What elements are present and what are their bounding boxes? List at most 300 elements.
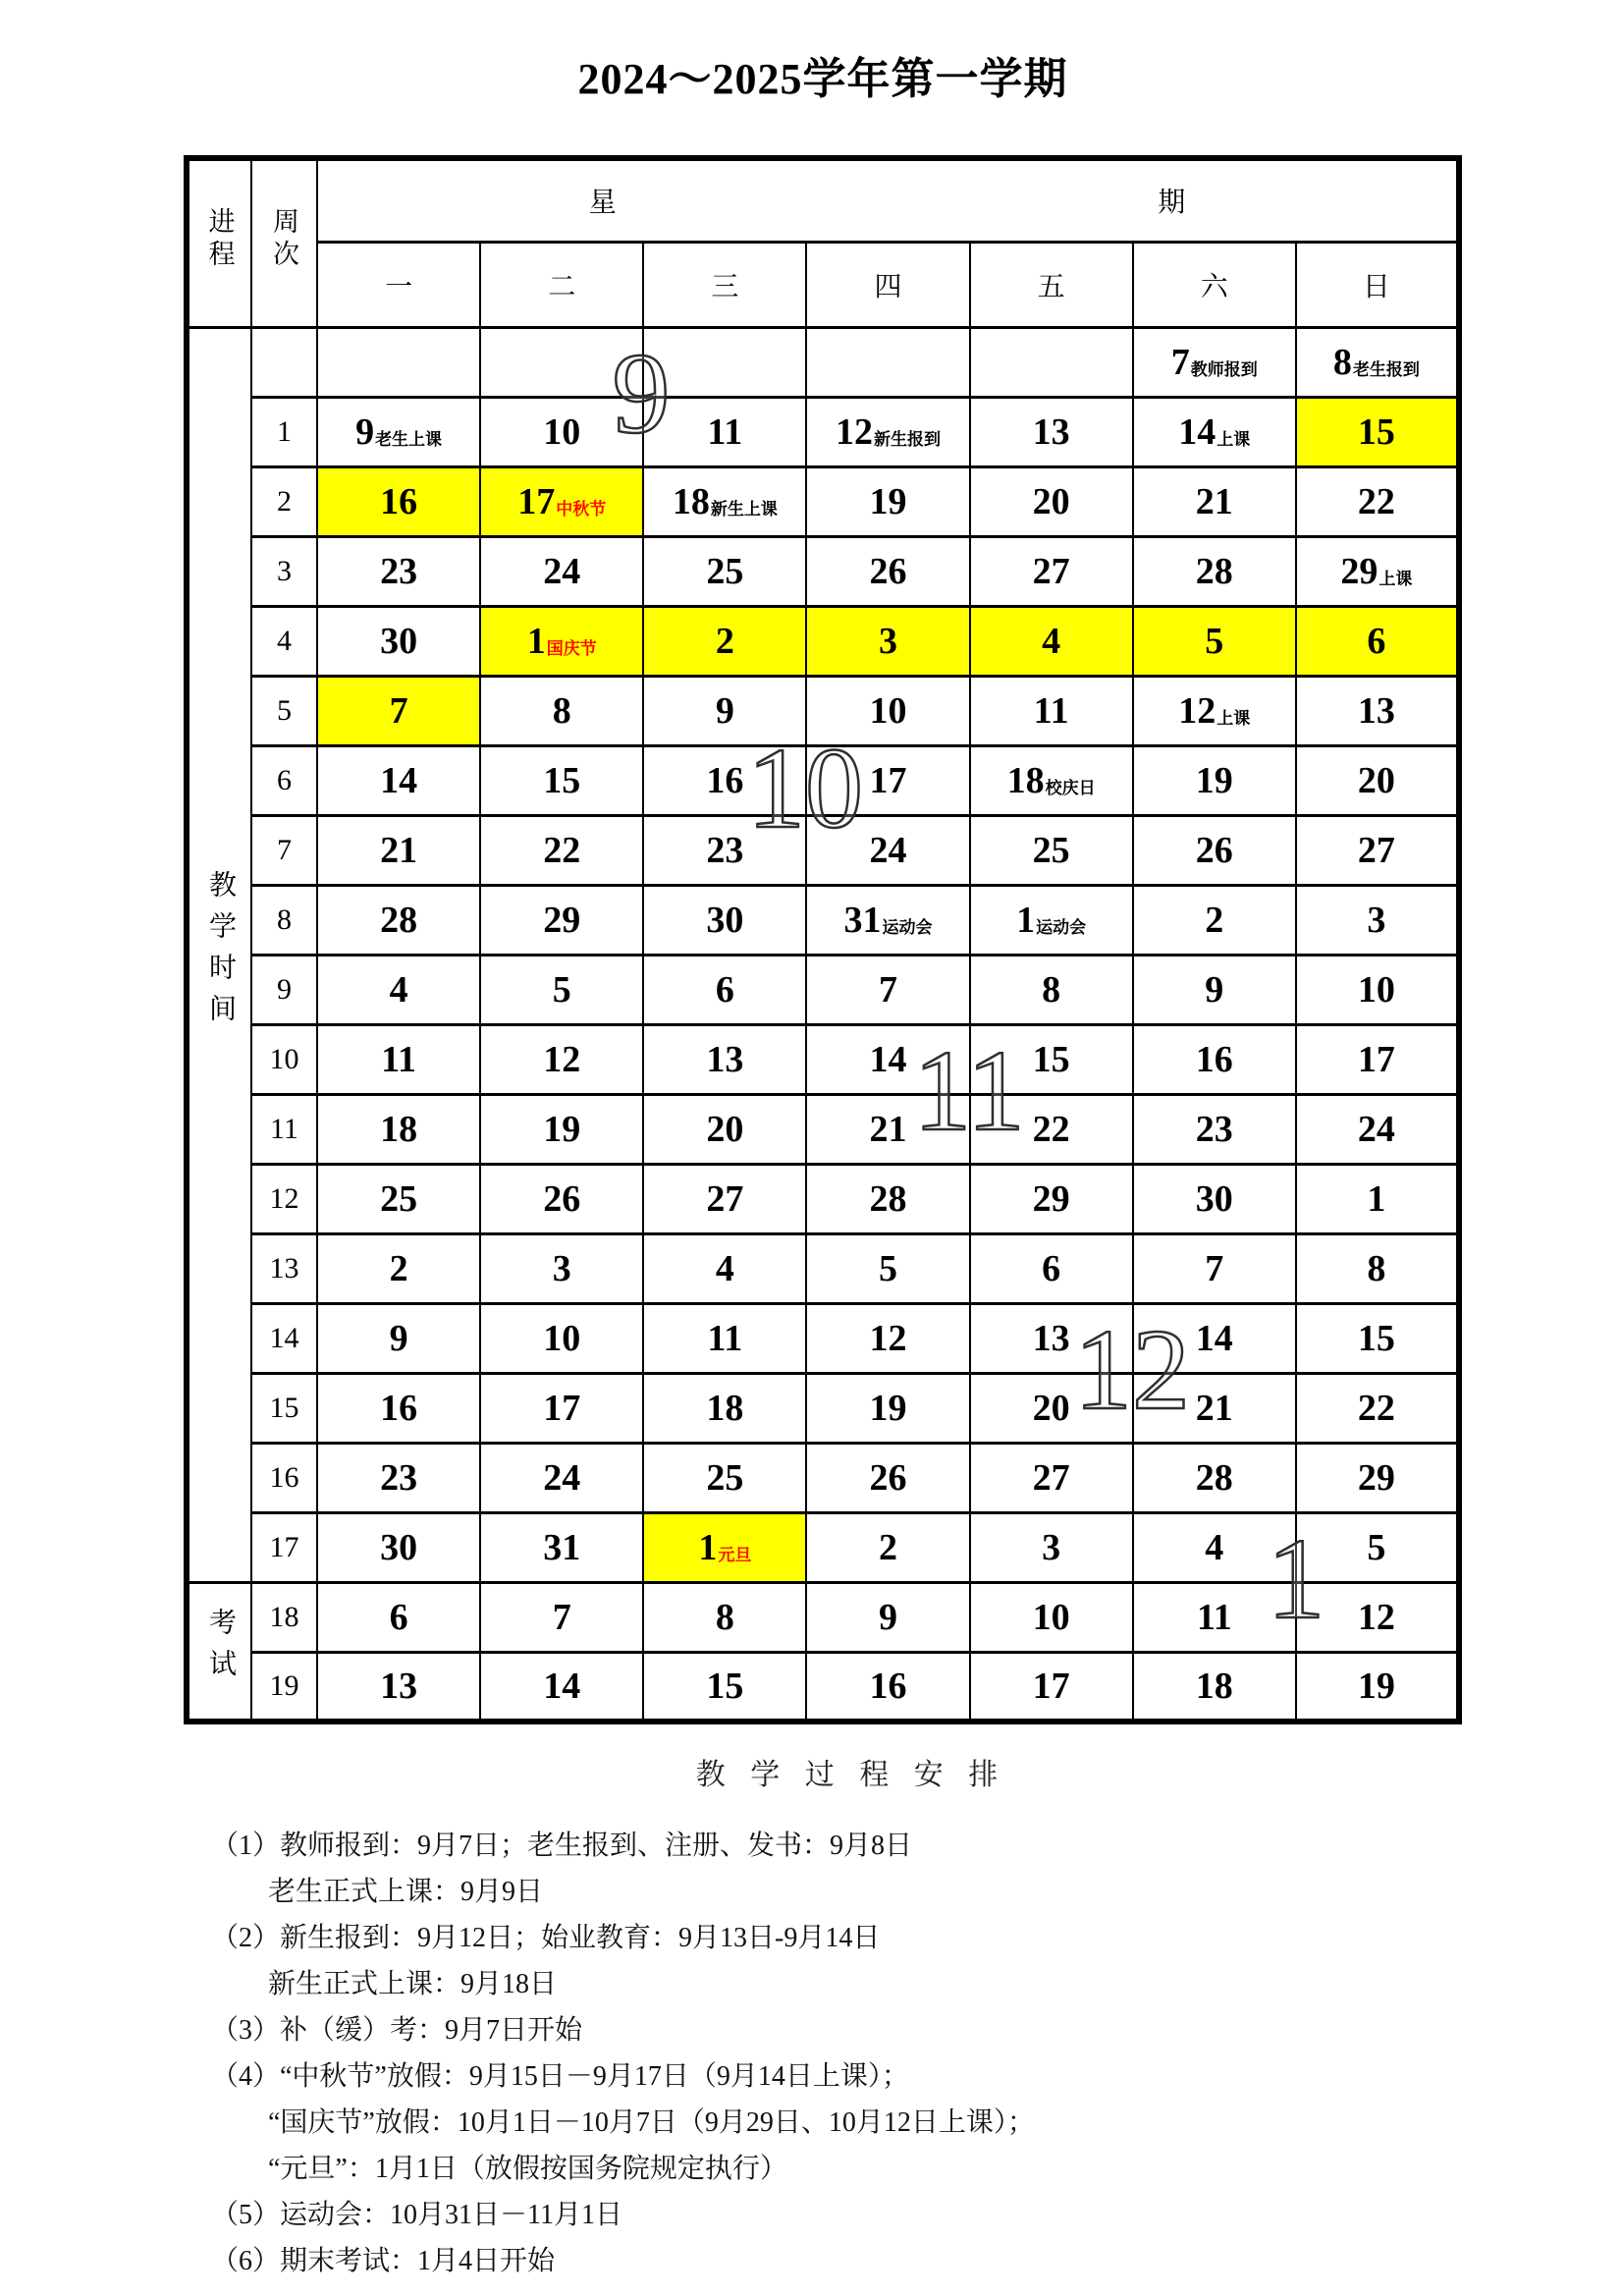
day-number: 8 [715,1596,734,1638]
day-cell-content [698,1526,752,1568]
day-cell [970,745,1133,815]
day-number: 7 [552,1596,571,1638]
day-number: 16 [706,759,744,801]
note-line: （6）期末考试：1月4日开始 [211,2246,556,2276]
day-cell-content [706,550,744,592]
day-cell [806,1303,969,1373]
day-cell-content [1357,1108,1395,1150]
day-cell [1133,955,1296,1024]
day-number: 19 [543,1108,581,1150]
calendar-row [187,1443,1459,1512]
day-cell-content [1357,759,1395,801]
day-cell-content [380,1108,418,1150]
day-note: 教师报到 [1190,359,1258,379]
day-cell-content [543,899,581,941]
day-cell-content [1032,1108,1070,1150]
day-cell-content [552,1596,571,1638]
day-cell-content [706,1108,744,1150]
day-cell [806,1582,969,1652]
day-number: 2 [715,620,734,662]
day-number: 25 [1032,829,1070,871]
day-cell [480,745,643,815]
day-cell [317,606,480,676]
day-cell [317,1094,480,1164]
day-cell [643,815,806,885]
day-cell-content [1357,480,1395,522]
day-number: 29 [1340,550,1379,592]
day-cell-content [543,1177,581,1220]
day-cell [643,1443,806,1512]
calendar-header [187,158,1459,327]
day-cell-content [869,1038,907,1080]
day-cell-content [843,899,933,941]
calendar-row [187,1094,1459,1164]
day-cell-content [1032,550,1070,592]
day-number: 13 [1032,1317,1070,1359]
day-cell [1296,1582,1459,1652]
day-number: 11 [707,1317,743,1359]
day-number: 1 [1367,1177,1386,1220]
day-cell-content [869,829,907,871]
note-line: （4）“中秋节”放假：9月15日－9月17日（9月14日上课）； [211,2061,909,2092]
day-cell [1296,1443,1459,1512]
calendar-row [187,466,1459,536]
day-cell-content [715,1596,734,1638]
day-number: 19 [1357,1665,1395,1707]
day-cell-content [380,550,418,592]
day-cell-content [1032,1456,1070,1499]
day-cell-content [543,410,581,453]
day-number: 10 [1357,968,1395,1011]
day-cell [317,815,480,885]
day-number: 5 [1367,1526,1386,1568]
day-cell-content [1205,899,1224,941]
day-number: 12 [1357,1596,1395,1638]
day-cell [643,1233,806,1303]
day-number: 7 [1205,1247,1224,1289]
day-cell-content [878,1526,897,1568]
day-cell [317,1233,480,1303]
day-number: 30 [706,899,744,941]
day-cell [643,466,806,536]
day-cell-content [1357,689,1395,732]
day-number: 14 [1195,1317,1233,1359]
week-number: 11 [251,1094,317,1164]
notes-list [184,1823,1519,2284]
day-cell [1133,815,1296,885]
day-cell [480,1582,643,1652]
notes-heading: 教 学 过 程 安 排 [695,1759,1007,1791]
day-number: 3 [552,1247,571,1289]
day-cell [1296,536,1459,606]
calendar-row [187,1164,1459,1233]
day-cell-content [1367,1526,1386,1568]
day-cell [806,1443,969,1512]
day-note: 元旦 [718,1545,752,1564]
day-number: 11 [1196,1596,1232,1638]
day-cell [970,1582,1133,1652]
day-cell-content [1032,410,1070,453]
day-cell-content [389,689,408,732]
day-cell-content [1032,1317,1070,1359]
calendar-row [187,1373,1459,1443]
day-cell [643,1652,806,1722]
day-cell [643,1373,806,1443]
calendar-row [187,815,1459,885]
day-cell-content [1357,1038,1395,1080]
week-number: 15 [251,1373,317,1443]
header-process [187,158,251,327]
day-number: 13 [380,1665,418,1707]
day-cell [1296,327,1459,397]
day-number: 9 [389,1317,408,1359]
day-cell-content [1357,1387,1395,1429]
day-number: 21 [1195,1387,1233,1429]
day-cell [480,885,643,955]
day-cell-content [1340,550,1413,592]
day-number: 31 [843,899,882,941]
day-cell [643,1582,806,1652]
day-number: 4 [1205,1526,1224,1568]
day-number: 15 [706,1665,744,1707]
day-cell-content [1016,899,1087,941]
day-cell [806,1024,969,1094]
day-cell-content [1195,829,1233,871]
day-cell-content [380,1387,418,1429]
day-cell [1296,1233,1459,1303]
day-cell [643,1512,806,1582]
day-cell [1133,1373,1296,1443]
day-number: 29 [1032,1177,1070,1220]
day-cell [480,955,643,1024]
day-cell [1133,606,1296,676]
week-number: 3 [251,536,317,606]
header-day-四: 四 [806,242,969,327]
header-day-五: 五 [970,242,1133,327]
day-number: 6 [715,968,734,1011]
day-cell-content [707,410,743,453]
day-cell [1296,1652,1459,1722]
calendar-row [187,1582,1459,1652]
day-cell [1296,676,1459,745]
month-watermark-11: 11 [913,1026,1025,1155]
day-cell [806,1652,969,1722]
day-cell [317,1164,480,1233]
day-number: 1 [1016,899,1036,941]
day-number: 24 [869,829,907,871]
week-number: 8 [251,885,317,955]
header-week [251,158,317,327]
day-cell-content [552,689,571,732]
day-cell-content [543,1456,581,1499]
day-number: 23 [1195,1108,1233,1150]
day-cell-content [1357,1456,1395,1499]
day-cell-content [835,410,941,453]
day-number: 10 [869,689,907,732]
day-number: 18 [380,1108,418,1150]
day-cell [317,955,480,1024]
day-number: 8 [1367,1247,1386,1289]
calendar-row [187,1652,1459,1722]
day-number: 25 [706,550,744,592]
week-number: 12 [251,1164,317,1233]
day-number: 16 [869,1665,907,1707]
day-cell-content [715,968,734,1011]
day-cell [317,676,480,745]
day-cell [970,536,1133,606]
day-number: 4 [389,968,408,1011]
calendar-row [187,397,1459,466]
month-watermark-12: 12 [1074,1305,1190,1434]
day-number: 26 [869,1456,907,1499]
day-cell [643,676,806,745]
day-number: 9 [355,410,375,453]
day-number: 9 [715,689,734,732]
day-number: 24 [543,550,581,592]
section-label: 教学时间 [205,869,236,1035]
day-number: 19 [869,1387,907,1429]
empty-cell [643,327,806,397]
day-cell [970,397,1133,466]
day-note: 运动会 [882,917,933,937]
week-number: 17 [251,1512,317,1582]
day-cell [317,1512,480,1582]
day-number: 11 [1033,689,1069,732]
empty-cell [317,327,480,397]
day-number: 12 [543,1038,581,1080]
section-teaching [187,327,251,1582]
day-cell [317,397,480,466]
day-cell [1296,606,1459,676]
day-cell [643,536,806,606]
day-cell-content [389,968,408,1011]
day-cell-content [1367,1247,1386,1289]
day-cell [970,676,1133,745]
day-number: 12 [869,1317,907,1359]
day-note: 老生报到 [1352,359,1420,379]
day-cell [480,397,643,466]
day-cell [806,606,969,676]
day-cell [970,1164,1133,1233]
day-cell [806,676,969,745]
day-number: 15 [1357,1317,1395,1359]
header-day-三: 三 [643,242,806,327]
day-cell [970,1652,1133,1722]
day-cell [806,885,969,955]
day-cell [480,815,643,885]
notes-section [184,1750,1519,2284]
day-note: 新生报到 [873,429,941,449]
day-number: 14 [380,759,418,801]
day-cell [480,1652,643,1722]
day-number: 22 [1357,480,1395,522]
day-cell [480,1094,643,1164]
day-name-row [187,242,1459,327]
calendar-row [187,536,1459,606]
day-cell-content [869,1108,907,1150]
calendar-row [187,1512,1459,1582]
day-cell-content [389,1596,408,1638]
week-number: 13 [251,1233,317,1303]
day-cell [317,1303,480,1373]
day-cell-content [1178,410,1251,453]
day-cell-content [1033,1667,1070,1705]
day-cell-content [869,759,907,801]
day-cell [317,1024,480,1094]
day-number: 20 [1032,1387,1070,1429]
day-cell [970,1094,1133,1164]
note-line: 新生正式上课：9月18日 [268,1969,558,1999]
day-number: 22 [543,829,581,871]
day-number: 4 [715,1247,734,1289]
day-number: 27 [706,1177,744,1220]
week-number: 18 [251,1582,317,1652]
day-number: 2 [389,1247,408,1289]
day-cell-content [552,968,571,1011]
day-cell-content [1195,1387,1233,1429]
day-cell-content [1367,620,1386,662]
day-cell-content [1032,1596,1070,1638]
day-number: 8 [552,689,571,732]
day-cell-content [380,759,418,801]
day-cell-content [878,968,897,1011]
day-cell [480,1512,643,1582]
day-cell [1133,466,1296,536]
day-cell [480,536,643,606]
day-cell [806,1373,969,1443]
calendar-row [187,1233,1459,1303]
day-cell-content [1195,1177,1233,1220]
day-cell [970,1024,1133,1094]
header-xing-label: 星 [588,188,617,219]
day-cell-content [869,1387,907,1429]
day-cell [1296,1164,1459,1233]
day-cell [643,1094,806,1164]
header-week-label: 周次 [269,207,298,273]
day-cell [643,1164,806,1233]
day-cell-content [389,1247,408,1289]
calendar-row [187,1303,1459,1373]
note-line: “元旦”：1月1日（放假按国务院规定执行） [268,2154,787,2184]
day-number: 5 [1205,620,1224,662]
day-cell-content [552,1247,571,1289]
note-line: （3）补（缓）考：9月7日开始 [211,2015,583,2046]
day-cell [480,1373,643,1443]
month-watermark-1: 1 [1267,1514,1325,1643]
day-cell [970,1303,1133,1373]
day-cell [1296,1512,1459,1582]
day-number: 9 [1205,968,1224,1011]
day-number: 19 [869,480,907,522]
day-cell-content [715,1247,734,1289]
day-cell [1296,466,1459,536]
day-note: 国庆节 [546,638,597,658]
note-line: （1）教师报到：9月7日；老生报到、注册、发书：9月8日 [211,1831,913,1861]
header-qi-label: 期 [1158,188,1186,219]
day-cell [480,1024,643,1094]
day-cell-content [517,480,607,522]
day-cell-content [1196,1667,1233,1705]
day-cell-content [543,1317,581,1359]
day-cell [806,536,969,606]
day-number: 19 [1195,759,1233,801]
day-number: 12 [835,410,873,453]
day-cell [1296,397,1459,466]
day-cell-content [1032,1387,1070,1429]
day-cell [806,745,969,815]
day-cell [643,955,806,1024]
day-number: 11 [707,410,743,453]
day-cell [806,1233,969,1303]
day-number: 21 [869,1108,907,1150]
day-number: 8 [1332,341,1352,383]
day-cell [1133,1233,1296,1303]
day-cell [317,1443,480,1512]
calendar-row [187,885,1459,955]
day-cell-content [380,1526,418,1568]
day-note: 运动会 [1036,917,1087,937]
calendar-body [187,327,1459,1722]
day-cell-content [1357,1317,1395,1359]
week-number: 7 [251,815,317,885]
day-number: 6 [1042,1247,1061,1289]
day-cell [317,1582,480,1652]
day-cell-content [1178,689,1251,732]
day-number: 17 [543,1387,581,1429]
day-cell-content [380,1177,418,1220]
day-number: 5 [552,968,571,1011]
day-note: 上课 [1216,429,1251,449]
day-note: 老生上课 [375,429,443,449]
day-cell-content [1367,1177,1386,1220]
day-cell-content [1332,341,1420,383]
note-line: 老生正式上课：9月9日 [268,1877,544,1907]
day-number: 30 [380,620,418,662]
day-cell [970,955,1133,1024]
day-cell [1133,327,1296,397]
section-exam [187,1582,251,1722]
day-number: 12 [1178,689,1216,732]
day-number: 31 [543,1526,581,1568]
day-cell [1296,1303,1459,1373]
day-number: 26 [869,550,907,592]
day-cell-content [380,620,418,662]
day-number: 13 [1032,410,1070,453]
day-cell-content [878,620,897,662]
day-cell-content [1042,1526,1061,1568]
day-cell [1133,1303,1296,1373]
empty-cell [806,327,969,397]
day-number: 24 [1357,1108,1395,1150]
day-number: 1 [698,1526,718,1568]
week-number: 9 [251,955,317,1024]
day-number: 7 [1170,341,1190,383]
day-cell [1296,745,1459,815]
day-note: 中秋节 [556,499,607,519]
day-number: 28 [1195,550,1233,592]
day-cell-content [380,829,418,871]
day-number: 14 [543,1665,581,1707]
day-cell [970,885,1133,955]
day-cell-content [706,1667,743,1705]
day-note: 新生上课 [710,499,778,519]
day-number: 17 [1032,1665,1070,1707]
day-cell [806,1094,969,1164]
day-number: 1 [526,620,546,662]
day-number: 17 [1357,1038,1395,1080]
day-number: 15 [1032,1038,1070,1080]
day-cell-content [1357,1596,1395,1638]
